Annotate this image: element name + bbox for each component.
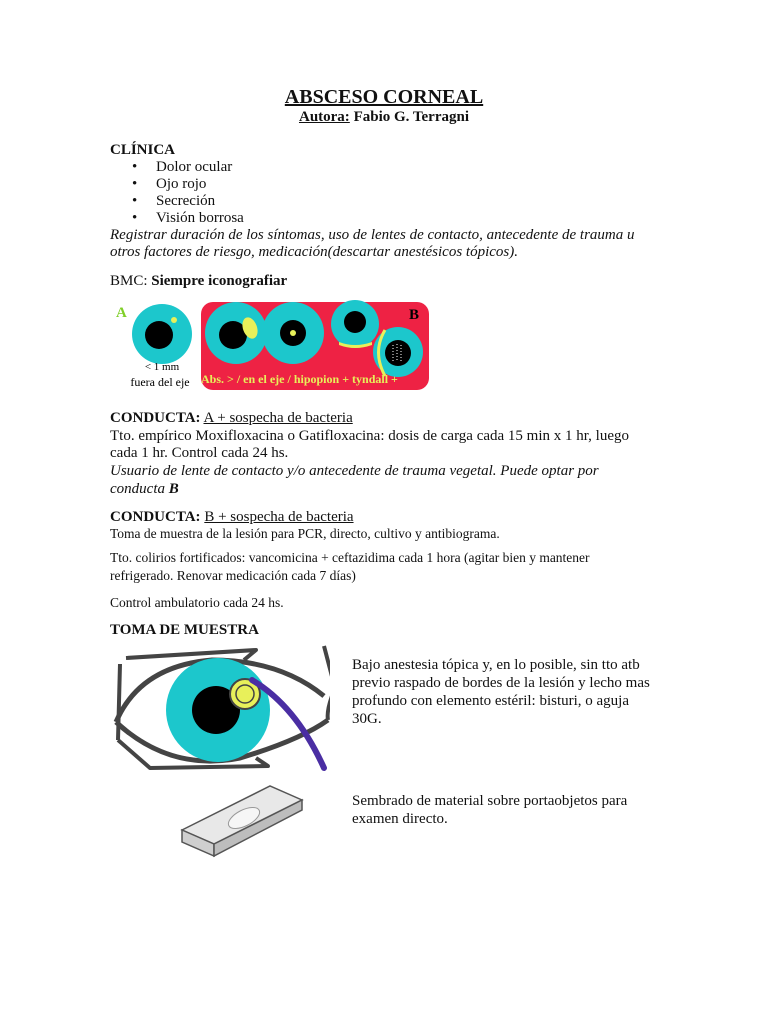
author-label: Autora: [298,109,350,125]
author-line [0,109,768,126]
conducta-b-heading [110,509,354,526]
conducta-a-italic2-bold: B [168,481,179,497]
lesion-a [171,317,177,323]
conducta-a-criteria: A + sospecha de bacteria [203,410,353,426]
eye-sampling-figure [110,640,330,780]
bmc-text: Siempre iconografiar [151,273,288,289]
list-item: • Dolor ocular [110,159,530,176]
list-item: • Ojo rojo [110,176,530,193]
conducta-b-line3: refrigerado. Renovar medicación cada 7 días) [110,568,356,583]
bmc-line [110,273,287,290]
conducta-b-line4: Control ambulatorio cada 24 hs. [110,595,284,610]
caption-b: Abs. > / en el eje / hipopion + tyndall + [201,372,398,386]
toma-text2: Sembrado de material sobre portaobjetos para examen directo. [352,793,628,827]
label-b: B [409,307,420,323]
clinica-note: Registrar duración de los síntomas, uso de lentes de contacto, antecedente de trauma u otros factores de riesgo, medicación(descartar anestésicos tópicos). [110,227,635,260]
conducta-a-heading [110,410,353,427]
conducta-a-label: CONDUCTA: [110,410,201,426]
caption-a-line1: < 1 mm [144,361,180,373]
bmc-label: BMC: [110,273,148,289]
toma-heading: TOMA DE MUESTRA [110,622,259,638]
conducta-a-italic2 [110,481,179,498]
conducta-b-label: CONDUCTA: [110,509,201,525]
caption-a-line2: fuera del eje [130,375,190,389]
conducta-a-line1: Tto. empírico Moxifloxacina o Gatifloxacina: dosis de carga cada 15 min x 1 hr, luego [110,428,629,444]
conducta-a-line2: cada 1 hr. Control cada 24 hs. [110,445,289,461]
conducta-b-criteria: B + sospecha de bacteria [204,509,354,525]
author-name: Fabio G. Terragni [353,109,469,125]
pupil-a [145,321,173,349]
conducta-b-line1: Toma de muestra de la lesión para PCR, directo, cultivo y antibiograma. [110,526,500,541]
abscess-figure [110,296,435,394]
list-item: • Secreción [110,193,530,210]
slide-figure [180,782,312,862]
list-item: • Visión borrosa [110,210,530,227]
clinica-heading: CLÍNICA [110,142,176,158]
conducta-b-line2: Tto. colirios fortificados: vancomicina + ceftazidima cada 1 hora (agitar bien y mantener [110,550,590,565]
conducta-a-italic2-text: conducta [110,481,165,497]
label-a: A [116,305,127,321]
conducta-a-italic1: Usuario de lente de contacto y/o antecedente de trauma vegetal. Puede optar por [110,463,599,479]
clinica-list [110,159,530,227]
page-title: ABSCESO CORNEAL [284,86,484,108]
toma-text1: Bajo anestesia tópica y, en lo posible, sin tto atb previo raspado de bordes de la lesión y lecho mas profundo con elemento estéril: bisturi, o aguja 30G. [352,657,650,727]
